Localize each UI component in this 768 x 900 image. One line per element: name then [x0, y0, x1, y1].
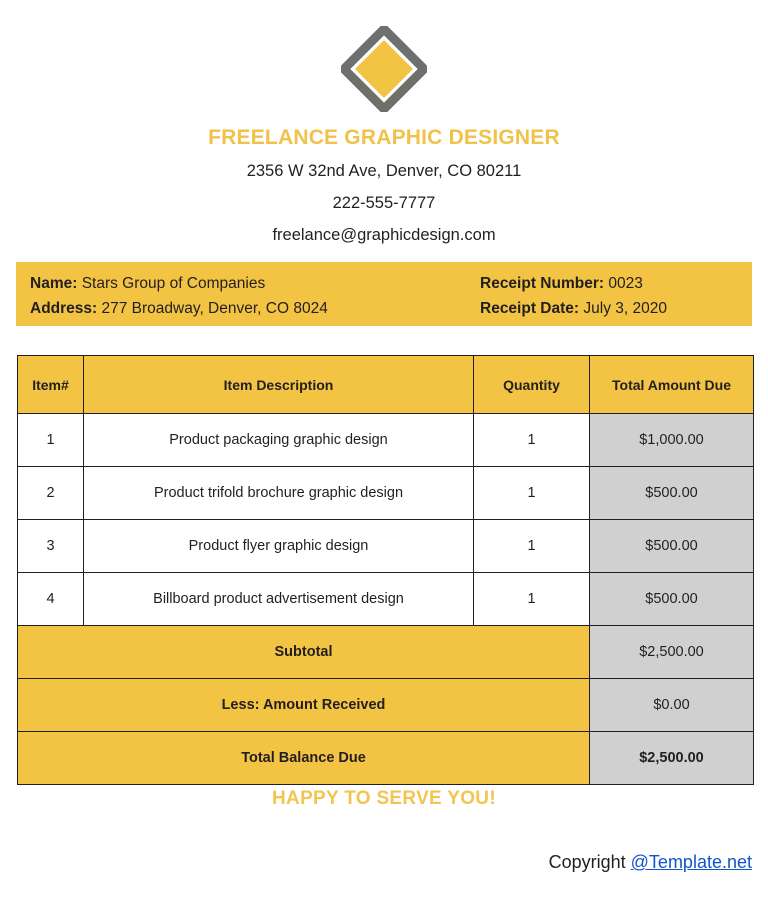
- company-email: freelance@graphicdesign.com: [272, 226, 496, 244]
- table-row: [18, 414, 754, 467]
- cell-item-description: Product packaging graphic design: [84, 414, 474, 467]
- customer-name-row: [30, 271, 480, 296]
- cell-item-number: 3: [18, 520, 84, 573]
- column-header-quantity: Quantity: [474, 356, 590, 414]
- table-header: [18, 356, 754, 414]
- thank-you-note: HAPPY TO SERVE YOU!: [272, 788, 496, 809]
- copyright-text: Copyright: [548, 852, 626, 872]
- column-header-amount: Total Amount Due: [590, 356, 754, 414]
- summary-label-amount-received: Less: Amount Received: [18, 679, 590, 732]
- table-body: [18, 414, 754, 785]
- cell-item-description: Product trifold brochure graphic design: [84, 467, 474, 520]
- cell-item-amount: $1,000.00: [590, 414, 754, 467]
- customer-name-value: Stars Group of Companies: [81, 275, 266, 292]
- summary-amount-total-balance-due: $2,500.00: [590, 732, 754, 785]
- company-name: FREELANCE GRAPHIC DESIGNER: [208, 126, 560, 149]
- cell-item-description: Billboard product advertisement design: [84, 573, 474, 626]
- table-header-row: [18, 356, 754, 414]
- cell-item-description: Product flyer graphic design: [84, 520, 474, 573]
- summary-row-total-balance-due: [18, 732, 754, 785]
- summary-label-total-balance-due: Total Balance Due: [18, 732, 590, 785]
- diamond-logo-icon: [341, 26, 427, 112]
- summary-amount-received: $0.00: [590, 679, 754, 732]
- summary-label-subtotal: Subtotal: [18, 626, 590, 679]
- column-header-item: Item#: [18, 356, 84, 414]
- receipt-date-row: [480, 296, 752, 321]
- customer-address-row: [30, 296, 480, 321]
- receipt-meta-column: [480, 262, 752, 326]
- cell-item-amount: $500.00: [590, 573, 754, 626]
- column-header-description: Item Description: [84, 356, 474, 414]
- copyright: [549, 852, 752, 873]
- cell-item-quantity: 1: [474, 414, 590, 467]
- summary-row-subtotal: [18, 626, 754, 679]
- cell-item-number: 1: [18, 414, 84, 467]
- cell-item-amount: $500.00: [590, 520, 754, 573]
- logo-container: [0, 0, 768, 112]
- receipt-number-value: 0023: [608, 275, 643, 292]
- customer-name-label: Name:: [30, 275, 78, 292]
- customer-address-label: Address:: [30, 300, 98, 317]
- cell-item-number: 2: [18, 467, 84, 520]
- company-address: 2356 W 32nd Ave, Denver, CO 80211: [246, 162, 522, 180]
- customer-info-column: [16, 262, 480, 326]
- company-phone: 222-555-7777: [332, 194, 436, 212]
- summary-amount-subtotal: $2,500.00: [590, 626, 754, 679]
- summary-row-amount-received: [18, 679, 754, 732]
- table-row: [18, 467, 754, 520]
- customer-address-value: 277 Broadway, Denver, CO 8024: [101, 300, 328, 317]
- cell-item-amount: $500.00: [590, 467, 754, 520]
- line-items-table: [17, 355, 754, 785]
- cell-item-quantity: 1: [474, 573, 590, 626]
- receipt-info-band: [16, 262, 752, 326]
- receipt-number-row: [480, 271, 752, 296]
- template-net-link[interactable]: @Template.net: [630, 852, 752, 872]
- cell-item-quantity: 1: [474, 467, 590, 520]
- cell-item-number: 4: [18, 573, 84, 626]
- table-row: [18, 520, 754, 573]
- table-row: [18, 573, 754, 626]
- cell-item-quantity: 1: [474, 520, 590, 573]
- receipt-date-label: Receipt Date:: [480, 300, 580, 317]
- receipt-date-value: July 3, 2020: [583, 300, 667, 317]
- receipt-number-label: Receipt Number:: [480, 275, 605, 292]
